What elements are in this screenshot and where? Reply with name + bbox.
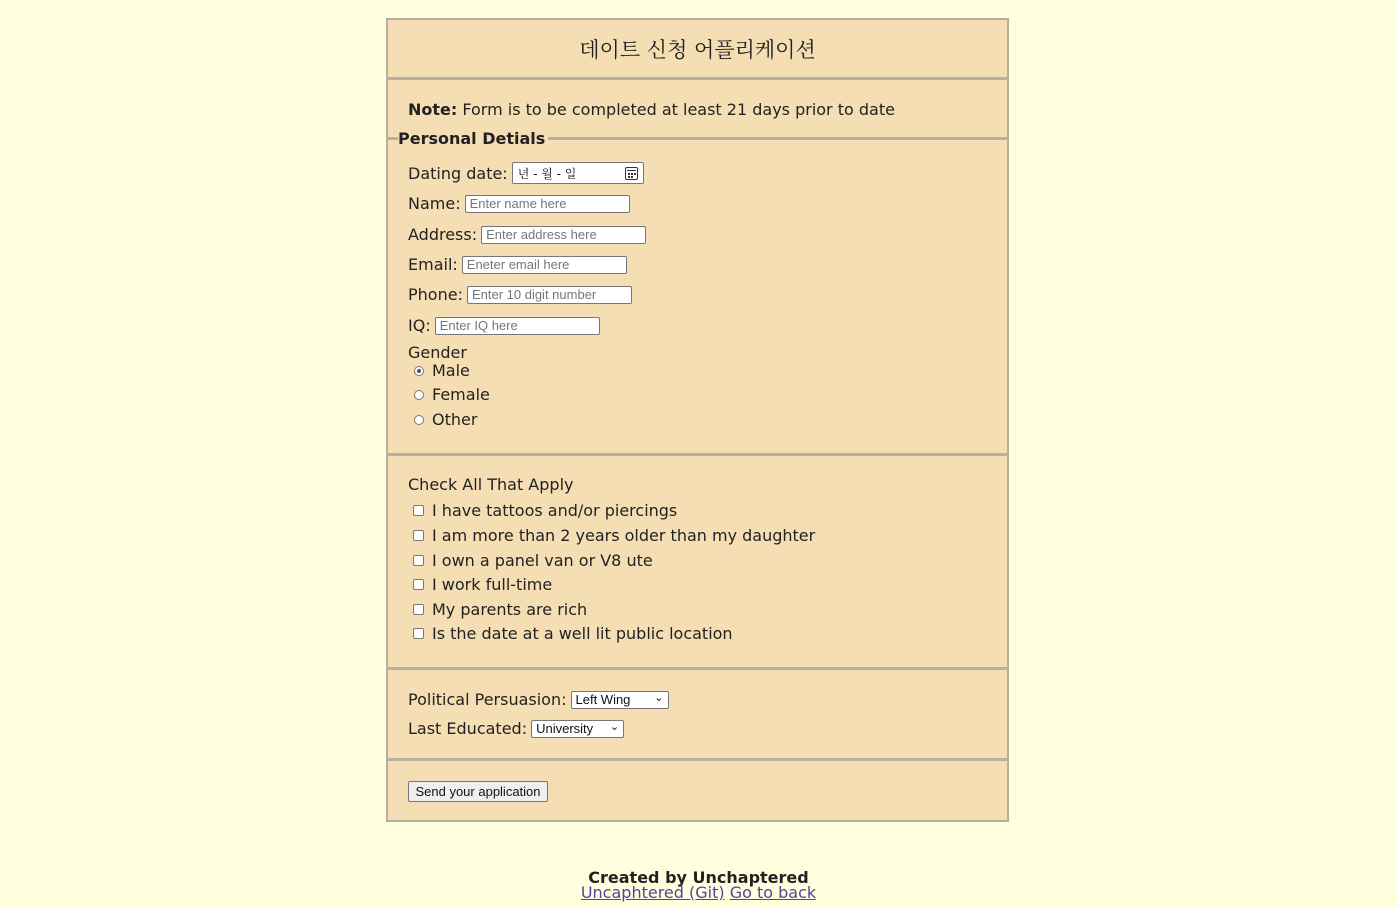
male-radio[interactable]: [414, 366, 424, 376]
note-text: Form is to be completed at least 21 days prior to date: [457, 100, 895, 119]
rich-label[interactable]: My parents are rich: [432, 600, 588, 619]
tattoos-label[interactable]: I have tattoos and/or piercings: [432, 501, 678, 520]
education-select[interactable]: [531, 720, 624, 738]
page-footer: [0, 870, 1397, 900]
check-item-work[interactable]: [408, 575, 552, 594]
van-label[interactable]: I own a panel van or V8 ute: [432, 551, 653, 570]
work-label[interactable]: I work full-time: [432, 575, 553, 594]
chevron-down-icon: ⌄: [609, 721, 620, 733]
gender-label: Gender: [408, 343, 467, 362]
preferences-section-divider: [388, 667, 1007, 670]
education-selected-value: University: [536, 721, 594, 736]
political-selected-value: Left Wing: [575, 692, 631, 707]
dating-date-label: Dating date:: [408, 163, 508, 183]
chevron-down-icon: ⌄: [654, 692, 664, 704]
page-title: 데이트 신청 어플리케이션: [388, 20, 1007, 80]
phone-input[interactable]: Enter 10 digit number: [467, 286, 632, 304]
check-item-location[interactable]: [408, 624, 733, 643]
check-item-older[interactable]: [408, 526, 815, 545]
name-input[interactable]: Enter name here: [465, 195, 630, 213]
phone-row: [408, 285, 632, 304]
address-input[interactable]: Enter address here: [481, 226, 646, 244]
check-item-van[interactable]: [408, 551, 653, 570]
name-row: [408, 194, 630, 213]
other-label[interactable]: Other: [432, 410, 478, 429]
checks-label-row: [408, 475, 573, 494]
older-checkbox[interactable]: [413, 530, 424, 541]
male-label[interactable]: Male: [432, 361, 470, 380]
dating-date-input[interactable]: [512, 162, 644, 184]
git-link[interactable]: Uncaphtered (Git): [580, 883, 725, 902]
email-label: Email:: [408, 255, 458, 274]
calendar-icon[interactable]: [625, 167, 638, 180]
submit-section-divider: [388, 758, 1007, 761]
political-select[interactable]: [571, 691, 669, 709]
checks-section-divider: [388, 453, 1007, 456]
gender-label-row: [408, 343, 467, 362]
date-application-form: [386, 18, 1009, 822]
iq-label: IQ:: [408, 316, 431, 335]
tattoos-checkbox[interactable]: [413, 505, 424, 516]
phone-label: Phone:: [408, 285, 463, 304]
form-note: [408, 100, 895, 119]
iq-row: [408, 316, 600, 335]
email-input[interactable]: Eneter email here: [462, 256, 627, 274]
go-back-link[interactable]: Go to back: [729, 883, 817, 902]
address-row: [408, 225, 646, 244]
check-item-rich[interactable]: [408, 600, 587, 619]
check-item-tattoos[interactable]: [408, 501, 677, 520]
education-row: [408, 719, 624, 738]
dating-date-value: 년 - 월 - 일: [517, 166, 577, 181]
location-label[interactable]: Is the date at a well lit public location: [432, 624, 733, 643]
other-radio[interactable]: [414, 415, 424, 425]
email-row: [408, 255, 627, 274]
older-label[interactable]: I am more than 2 years older than my daughter: [432, 526, 816, 545]
gender-option-female[interactable]: [408, 385, 490, 404]
iq-input[interactable]: Enter IQ here: [435, 317, 600, 335]
address-label: Address:: [408, 225, 478, 244]
van-checkbox[interactable]: [413, 555, 424, 566]
form-bottom-line: [406, 820, 989, 822]
checks-heading: Check All That Apply: [408, 475, 574, 494]
female-label[interactable]: Female: [432, 385, 490, 404]
political-label: Political Persuasion:: [408, 690, 567, 709]
political-row: [408, 690, 669, 709]
personal-details-legend: Personal Detials: [398, 129, 548, 148]
education-label: Last Educated:: [408, 719, 528, 738]
female-radio[interactable]: [414, 390, 424, 400]
gender-option-male[interactable]: [408, 361, 470, 380]
gender-option-other[interactable]: [408, 410, 477, 429]
location-checkbox[interactable]: [413, 628, 424, 639]
name-label: Name:: [408, 194, 461, 213]
note-label: Note:: [408, 100, 458, 119]
rich-checkbox[interactable]: [413, 604, 424, 615]
send-application-button[interactable]: Send your application: [408, 781, 548, 802]
work-checkbox[interactable]: [413, 579, 424, 590]
creator-credit: Created by Unchaptered: [588, 868, 809, 887]
dating-date-row: [408, 162, 644, 184]
